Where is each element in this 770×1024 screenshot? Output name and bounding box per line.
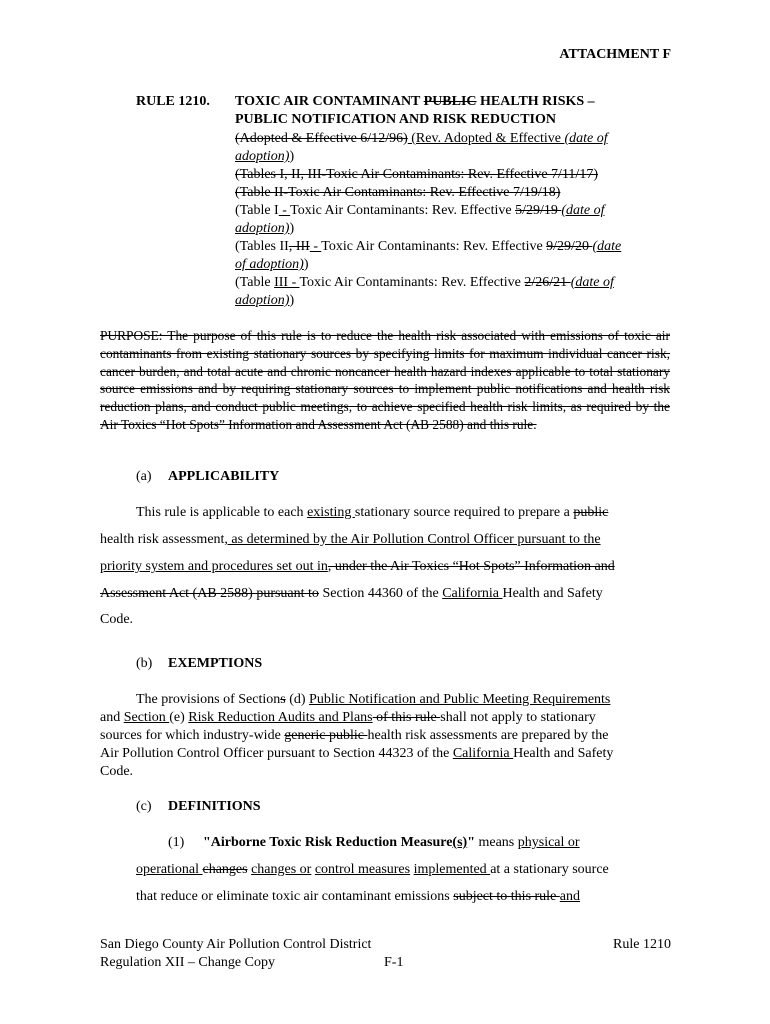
revision-line: adoption)) bbox=[235, 149, 295, 164]
section-b-heading: EXEMPTIONS bbox=[168, 656, 263, 671]
section-a-line: priority system and procedures set out in, under the Air Toxics “Hot Spots” Information and bbox=[100, 559, 615, 574]
attachment-label: ATTACHMENT F bbox=[559, 47, 671, 62]
footer-regulation: Regulation XII – Change Copy bbox=[100, 955, 275, 970]
revision-line: adoption)) bbox=[235, 221, 295, 236]
section-b-line: The provisions of Sections (d) Public Notification and Public Meeting Requirements bbox=[136, 692, 611, 707]
section-c-heading: DEFINITIONS bbox=[168, 799, 261, 814]
section-b-line: Air Pollution Control Officer pursuant to Section 44323 of the California Health and Safety bbox=[100, 746, 614, 761]
definition-line: "Airborne Toxic Risk Reduction Measure(s)" means physical or bbox=[203, 835, 580, 850]
section-c-label: (c) bbox=[136, 799, 152, 814]
revision-line: (Table I - Toxic Air Contaminants: Rev. Effective 5/29/19 (date of bbox=[235, 203, 605, 218]
section-b-line: and Section (e) Risk Reduction Audits and Plans of this rule shall not apply to stationary bbox=[100, 710, 596, 725]
section-a-line: Code. bbox=[100, 612, 134, 627]
revision-line: adoption)) bbox=[235, 293, 295, 308]
revision-line: (Tables I, II, III-Toxic Air Contaminants: Rev. Effective 7/11/17) bbox=[235, 167, 598, 182]
definition-line: operational changes changes or control measures implemented at a stationary source bbox=[136, 862, 609, 877]
section-a-label: (a) bbox=[136, 469, 152, 484]
purpose-paragraph: PURPOSE: The purpose of this rule is to reduce the health risk associated with emissions of toxic air contaminants from existing stationary sources by specifying limits for maximum individual cancer risk, cancer burden, and total acute and chronic noncancer health hazard indexes applicable to total stationary source emissions and by requiring stationary sources to implement public notifications and health risk reduction plans, and conduct public meetings, to achieve specified health risk limits, as required by the Air Toxics “Hot Spots” Information and Assessment Act (AB 2588) and this rule. bbox=[100, 328, 670, 432]
footer-rule: Rule 1210 bbox=[613, 937, 671, 952]
revision-line: (Table III - Toxic Air Contaminants: Rev. Effective 2/26/21 (date of bbox=[235, 275, 614, 290]
section-b-line: sources for which industry-wide generic public health risk assessments are prepared by the bbox=[100, 728, 609, 743]
definition-line: that reduce or eliminate toxic air contaminant emissions subject to this rule and bbox=[136, 889, 581, 904]
section-b-label: (b) bbox=[136, 656, 153, 671]
revision-line: of adoption)) bbox=[235, 257, 309, 272]
section-a-heading: APPLICABILITY bbox=[168, 469, 280, 484]
section-b-line: Code. bbox=[100, 764, 134, 779]
footer-district: San Diego County Air Pollution Control District bbox=[100, 937, 372, 952]
rule-number: RULE 1210. bbox=[136, 94, 210, 109]
footer-page-number: F-1 bbox=[384, 955, 404, 970]
revision-line: (Tables II, III - Toxic Air Contaminants: Rev. Effective 9/29/20 (date bbox=[235, 239, 622, 254]
section-a-line: Assessment Act (AB 2588) pursuant to Section 44360 of the California Health and Safety bbox=[100, 586, 603, 601]
section-a-line: This rule is applicable to each existing stationary source required to prepare a public bbox=[136, 505, 609, 520]
definition-item-label: (1) bbox=[168, 835, 185, 850]
revision-line: (Table II-Toxic Air Contaminants: Rev. Effective 7/19/18) bbox=[235, 185, 561, 200]
section-a-line: health risk assessment, as determined by the Air Pollution Control Officer pursuant to the bbox=[100, 532, 601, 547]
rule-title-line2: PUBLIC NOTIFICATION AND RISK REDUCTION bbox=[235, 112, 557, 127]
rule-title-line1: TOXIC AIR CONTAMINANT PUBLIC HEALTH RISKS – bbox=[235, 94, 595, 109]
revision-line: (Adopted & Effective 6/12/96) (Rev. Adopted & Effective (date of bbox=[235, 131, 608, 146]
